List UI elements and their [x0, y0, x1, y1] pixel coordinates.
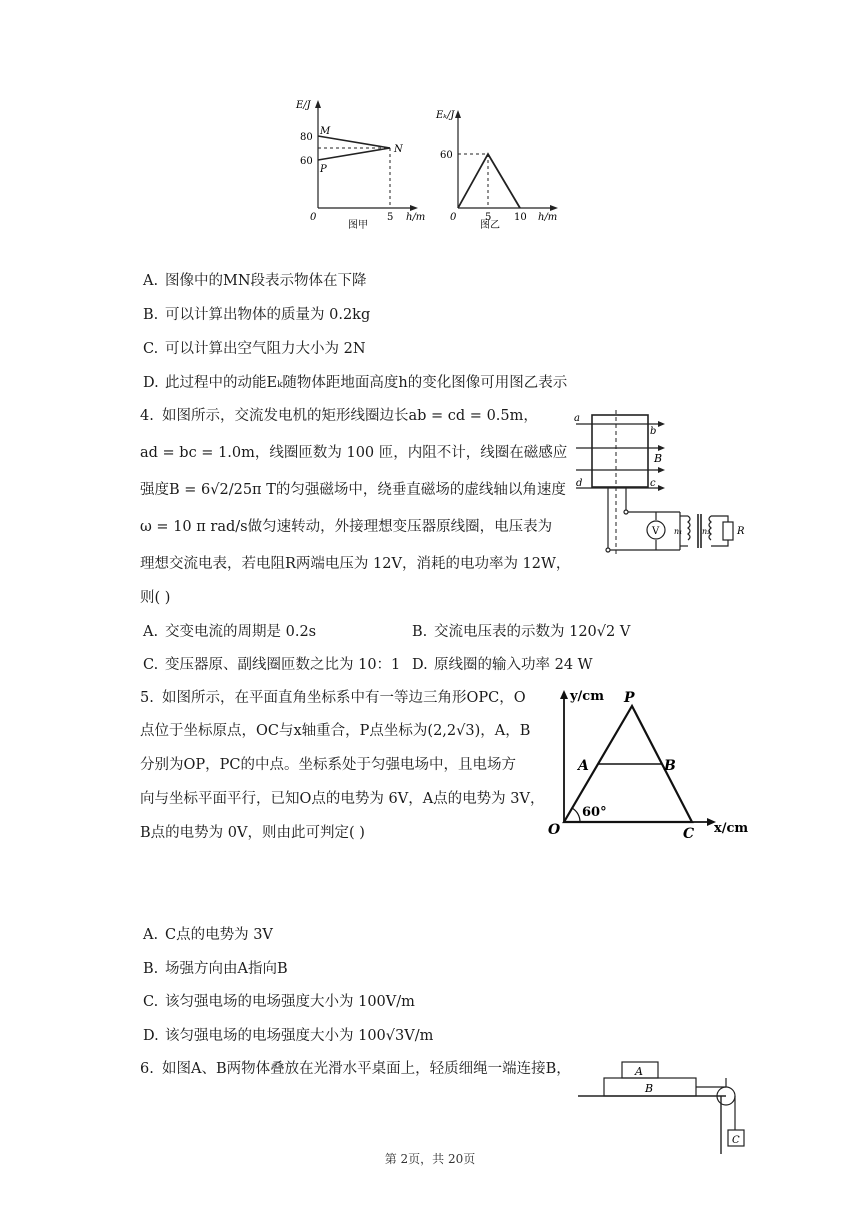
- question-number: 4.: [140, 408, 154, 424]
- question-number: 6.: [140, 1061, 154, 1077]
- q5-option-b: [143, 959, 288, 979]
- yi-ylabel: Eₖ/J: [436, 110, 455, 121]
- option-label: A.: [143, 273, 159, 289]
- line-ek: [458, 154, 520, 208]
- q4-line-5: 理想交流电表，若电阻R两端电压为 12V，消耗的电功率为 12W，: [140, 556, 571, 572]
- point-b: B: [664, 758, 676, 774]
- option-text: 变压器原、副线圈匝数之比为 10：1: [165, 657, 401, 673]
- figure-stacked-blocks: [576, 1058, 756, 1154]
- option-label: C.: [143, 994, 159, 1010]
- jia-tick-60: 60: [300, 156, 313, 167]
- line-pn: [318, 148, 390, 160]
- yi-tick-0: 0: [450, 212, 457, 223]
- option-label: C.: [143, 341, 159, 357]
- point-c: C: [683, 826, 695, 842]
- option-label: C.: [143, 657, 159, 673]
- axis-ylabel: y/cm: [570, 689, 604, 704]
- figure-generator-transformer: [570, 410, 755, 560]
- option-text: 可以计算出物体的质量为 0.2kg: [165, 307, 371, 323]
- label-c: C: [732, 1135, 740, 1146]
- point-o: O: [548, 822, 561, 838]
- option-text: 图像中的MN段表示物体在下降: [165, 273, 367, 289]
- option-text: 交变电流的周期是 0.2s: [165, 624, 317, 640]
- q3-option-d: [143, 373, 567, 393]
- q4-line-2: ad = bc = 1.0m，线圈匝数为 100 匝，内阻不计，线圈在磁感应: [140, 445, 568, 461]
- option-label: A.: [143, 927, 159, 943]
- q4-text: 如图所示，交流发电机的矩形线圈边长ab = cd = 0.5m，: [162, 408, 538, 424]
- q5-option-a: [143, 925, 273, 945]
- coil-label-d: d: [576, 478, 583, 489]
- jia-point-n: N: [394, 144, 403, 155]
- option-text: 可以计算出空气阻力大小为 2N: [165, 341, 366, 357]
- yi-tick-10: 10: [514, 212, 527, 223]
- yi-xlabel: h/m: [538, 212, 558, 223]
- primary-label: n₁: [674, 527, 683, 536]
- q6-line-1: [140, 1059, 571, 1079]
- q4-line-6: 则( ): [140, 590, 171, 606]
- option-label: D.: [143, 375, 159, 391]
- jia-tick-80: 80: [300, 132, 313, 143]
- option-label: B.: [143, 961, 159, 977]
- option-label: B.: [412, 624, 428, 640]
- q4-line-4: ω = 10 π rad/s做匀速转动，外接理想变压器原线圈，电压表为: [140, 519, 553, 535]
- yi-caption: 图乙: [480, 220, 500, 231]
- axis-xlabel: x/cm: [714, 821, 749, 836]
- figure-yi: [455, 110, 558, 211]
- option-text: 此过程中的动能Eₖ随物体距地面高度h的变化图像可用图乙表示: [165, 375, 568, 391]
- jia-point-p: P: [320, 164, 327, 175]
- option-text: 原线圈的输入功率 24 W: [434, 657, 593, 673]
- jia-tick-0: 0: [310, 212, 317, 223]
- option-text: 交流电压表的示数为 120√2 V: [434, 624, 631, 640]
- coil-label-a: a: [574, 413, 580, 424]
- q4-line-3: 强度B = 6√2/25π T的匀强磁场中，绕垂直磁场的虚线轴以角速度: [140, 482, 566, 498]
- figure-jia: [315, 100, 418, 211]
- option-label: A.: [143, 624, 159, 640]
- q3-option-b: [143, 305, 370, 325]
- option-text: 该匀强电场的电场强度大小为 100√3V/m: [165, 1028, 434, 1044]
- point-a: A: [578, 758, 589, 774]
- q4-line-1: [140, 406, 538, 426]
- question-number: 5.: [140, 690, 154, 706]
- yi-tick-60: 60: [440, 150, 453, 161]
- option-text: C点的电势为 3V: [165, 927, 273, 943]
- line-mn: [318, 136, 390, 148]
- q5-line-4: 向与坐标平面平行，已知O点的电势为 6V，A点的电势为 3V，: [140, 791, 545, 807]
- q5-option-c: [143, 992, 415, 1012]
- option-label: D.: [143, 1028, 159, 1044]
- jia-ylabel: E/J: [296, 100, 311, 111]
- figure-triangle-opc: [540, 686, 755, 842]
- coil-label-b: b: [650, 426, 657, 437]
- q5-line-2: 点位于坐标原点，OC与x轴重合，P点坐标为(2,2√3)，A，B: [140, 723, 531, 739]
- q5-text: 如图所示，在平面直角坐标系中有一等边三角形OPC，O: [162, 690, 526, 706]
- field-label-b: B: [654, 452, 663, 465]
- option-label: B.: [143, 307, 159, 323]
- coil: [592, 415, 648, 487]
- q3-option-a: [143, 271, 367, 291]
- jia-point-m: M: [320, 126, 331, 137]
- label-a: A: [635, 1065, 643, 1078]
- option-text: 场强方向由A指向B: [165, 961, 288, 977]
- page-footer: 第 2页，共 20页: [384, 1152, 476, 1166]
- q5-line-1: [140, 688, 526, 708]
- point-p: P: [624, 690, 635, 706]
- q3-option-c: [143, 339, 366, 359]
- jia-caption: 图甲: [348, 220, 368, 231]
- jia-tick-5: 5: [387, 212, 394, 223]
- jia-xlabel: h/m: [406, 212, 426, 223]
- angle-arc: [572, 808, 580, 822]
- q5-line-3: 分别为OP，PC的中点。坐标系处于匀强电场中，且电场方: [140, 757, 516, 773]
- option-text: 该匀强电场的电场强度大小为 100V/m: [165, 994, 415, 1010]
- secondary-label: n₂: [702, 527, 711, 536]
- resistor: [723, 522, 733, 540]
- label-b: B: [645, 1082, 654, 1095]
- angle-label: 60°: [582, 805, 607, 820]
- voltmeter-label: V: [652, 526, 660, 537]
- q6-text: 如图A、B两物体叠放在光滑水平桌面上，轻质细绳一端连接B，: [162, 1061, 571, 1077]
- q4-option-a: [143, 622, 316, 642]
- q4-option-c: [143, 655, 400, 675]
- figure-energy-graphs: [290, 96, 580, 236]
- q4-option-d: [412, 655, 593, 675]
- coil-label-c: c: [650, 478, 656, 489]
- resistor-label: R: [737, 526, 745, 537]
- option-label: D.: [412, 657, 428, 673]
- q5-option-d: [143, 1026, 433, 1046]
- yi-tick-5: 5: [485, 212, 492, 223]
- q4-option-b: [412, 622, 630, 642]
- q5-line-5: B点的电势为 0V，则由此可判定( ): [140, 825, 365, 841]
